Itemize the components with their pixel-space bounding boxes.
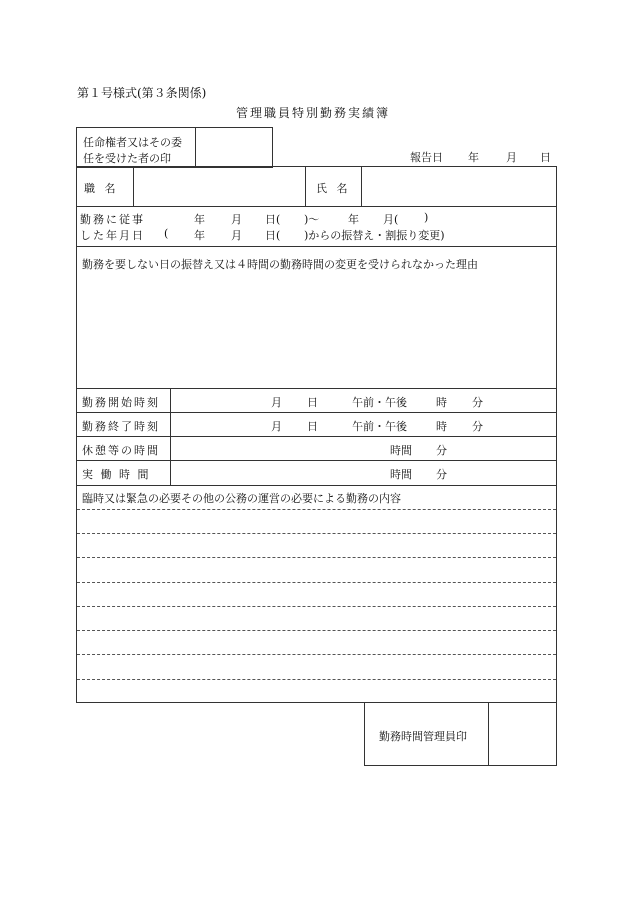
rule bbox=[76, 206, 557, 207]
rule bbox=[76, 460, 557, 461]
report-date-year: 年 bbox=[468, 151, 479, 164]
transfer-suffix: )からの振替え・割振り変更) bbox=[304, 229, 445, 242]
job-title-label: 職 名 bbox=[84, 182, 119, 195]
seal-label-line1: 任命権者又はその委 bbox=[83, 136, 182, 149]
start-day: 日 bbox=[307, 396, 318, 409]
start-month: 月 bbox=[271, 396, 282, 409]
actual-minute: 分 bbox=[436, 468, 447, 481]
rule bbox=[76, 388, 557, 389]
transfer-open-paren: ( bbox=[164, 227, 169, 240]
transfer-day-label: 日( bbox=[265, 229, 281, 242]
manager-seal-box bbox=[364, 702, 557, 766]
seal-area[interactable] bbox=[197, 128, 272, 167]
rule bbox=[170, 388, 171, 485]
duty-content-label: 臨時又は緊急の必要その他の公務の運営の必要による勤務の内容 bbox=[82, 492, 401, 505]
job-title-field[interactable] bbox=[134, 167, 304, 205]
page-title: 管理職員特別勤務実績簿 bbox=[236, 106, 391, 120]
end-ampm[interactable]: 午前・午後 bbox=[352, 420, 407, 433]
start-time-label: 勤務開始時刻 bbox=[82, 396, 160, 409]
duty-line[interactable] bbox=[77, 533, 556, 534]
rule bbox=[76, 246, 557, 247]
work-date-label-line1: 勤務に従事 bbox=[80, 213, 145, 226]
duty-line[interactable] bbox=[77, 509, 556, 510]
start-ampm[interactable]: 午前・午後 bbox=[352, 396, 407, 409]
work-day-label: 日( bbox=[265, 213, 281, 226]
end-hour: 時 bbox=[436, 420, 447, 433]
rule bbox=[305, 166, 306, 206]
rest-minute: 分 bbox=[436, 444, 447, 457]
transfer-month-label: 月 bbox=[231, 229, 242, 242]
duty-line[interactable] bbox=[77, 606, 556, 607]
work-close-paren: ) bbox=[424, 211, 429, 224]
work-year2-label: 年 bbox=[348, 213, 359, 226]
end-day: 日 bbox=[307, 420, 318, 433]
rule bbox=[76, 412, 557, 413]
rule bbox=[76, 436, 557, 437]
manager-label: 勤務時間管理員印 bbox=[379, 730, 467, 743]
work-year-label: 年 bbox=[194, 213, 205, 226]
rule bbox=[76, 485, 557, 486]
duty-line[interactable] bbox=[77, 654, 556, 655]
name-label: 氏 名 bbox=[316, 182, 351, 195]
manager-divider bbox=[488, 703, 489, 765]
report-date-day: 日 bbox=[540, 151, 551, 164]
seal-divider bbox=[195, 128, 196, 167]
rest-time-label: 休憩等の時間 bbox=[82, 444, 160, 457]
seal-label-line2: 任を受けた者の印 bbox=[83, 152, 171, 165]
transfer-year-label: 年 bbox=[194, 229, 205, 242]
actual-time-label: 実 働 時 間 bbox=[82, 468, 151, 481]
reason-label: 勤務を要しない日の振替え又は４時間の勤務時間の変更を受けられなかった理由 bbox=[82, 258, 478, 271]
start-minute: 分 bbox=[472, 396, 483, 409]
work-month-label: 月 bbox=[231, 213, 242, 226]
work-month2-label: 月( bbox=[383, 213, 399, 226]
end-minute: 分 bbox=[472, 420, 483, 433]
duty-line[interactable] bbox=[77, 557, 556, 558]
name-field[interactable] bbox=[362, 167, 556, 205]
duty-line[interactable] bbox=[77, 630, 556, 631]
manager-seal-area[interactable] bbox=[490, 703, 556, 765]
report-date-label: 報告日 bbox=[410, 151, 443, 164]
duty-line[interactable] bbox=[77, 679, 556, 680]
actual-hours: 時間 bbox=[390, 468, 412, 481]
start-hour: 時 bbox=[436, 396, 447, 409]
appointer-seal-box bbox=[76, 127, 273, 168]
report-date-month: 月 bbox=[506, 151, 517, 164]
duty-line[interactable] bbox=[77, 582, 556, 583]
work-range-tilde: )～ bbox=[304, 213, 320, 226]
reason-textarea[interactable] bbox=[77, 272, 556, 387]
end-month: 月 bbox=[271, 420, 282, 433]
work-date-label-line2: した年月日 bbox=[80, 229, 145, 242]
form-number: 第１号様式(第３条関係) bbox=[77, 86, 207, 100]
rest-hours: 時間 bbox=[390, 444, 412, 457]
end-time-label: 勤務終了時刻 bbox=[82, 420, 160, 433]
